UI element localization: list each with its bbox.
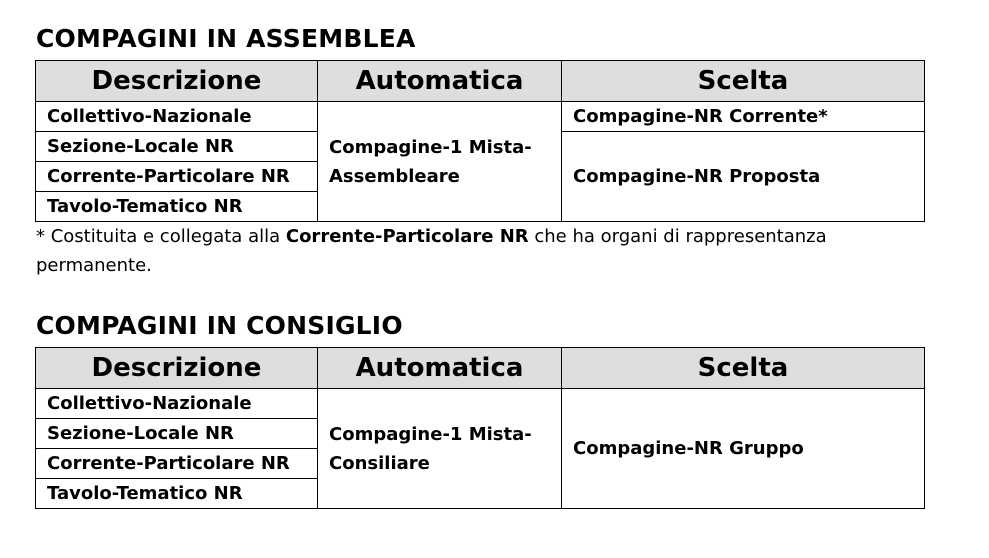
header-automatica: Automatica: [318, 348, 562, 389]
cell-scelta-gruppo: Compagine-NR Gruppo: [562, 389, 925, 509]
header-descrizione: Descrizione: [36, 61, 318, 102]
table-header-row: [36, 61, 925, 102]
header-descrizione: Descrizione: [36, 348, 318, 389]
automatica-line-1: Compagine-1 Mista-: [329, 423, 532, 445]
table-row: [36, 389, 925, 419]
section-title-assemblea: COMPAGINI IN ASSEMBLEA: [36, 24, 416, 53]
footnote-bold: Corrente-Particolare NR: [285, 226, 529, 247]
automatica-line-1: Compagine-1 Mista-: [329, 136, 532, 158]
footnote-prefix: * Costituita e collegata alla: [36, 226, 286, 247]
cell-scelta-corrente: Compagine-NR Corrente*: [562, 102, 925, 132]
header-scelta: Scelta: [562, 61, 925, 102]
cell-automatica: [318, 102, 562, 222]
automatica-line-2: Assembleare: [329, 165, 460, 187]
cell-descrizione: Sezione-Locale NR: [36, 419, 318, 449]
table-header-row: [36, 348, 925, 389]
footnote-suffix: che ha organi di rappresentanza permanente.: [36, 226, 827, 276]
cell-descrizione: Sezione-Locale NR: [36, 132, 318, 162]
section-title-consiglio: COMPAGINI IN CONSIGLIO: [36, 311, 403, 340]
automatica-line-2: Consiliare: [329, 452, 430, 474]
cell-descrizione: Collettivo-Nazionale: [36, 102, 318, 132]
table-assemblea: [35, 60, 925, 222]
cell-descrizione: Tavolo-Tematico NR: [36, 192, 318, 222]
cell-scelta-proposta: Compagine-NR Proposta: [562, 132, 925, 222]
table-row: [36, 102, 925, 132]
cell-descrizione: Corrente-Particolare NR: [36, 162, 318, 192]
footnote: [36, 222, 936, 280]
table-consiglio: [35, 347, 925, 509]
cell-descrizione: Collettivo-Nazionale: [36, 389, 318, 419]
cell-automatica: [318, 389, 562, 509]
header-automatica: Automatica: [318, 61, 562, 102]
header-scelta: Scelta: [562, 348, 925, 389]
cell-descrizione: Corrente-Particolare NR: [36, 449, 318, 479]
cell-descrizione: Tavolo-Tematico NR: [36, 479, 318, 509]
